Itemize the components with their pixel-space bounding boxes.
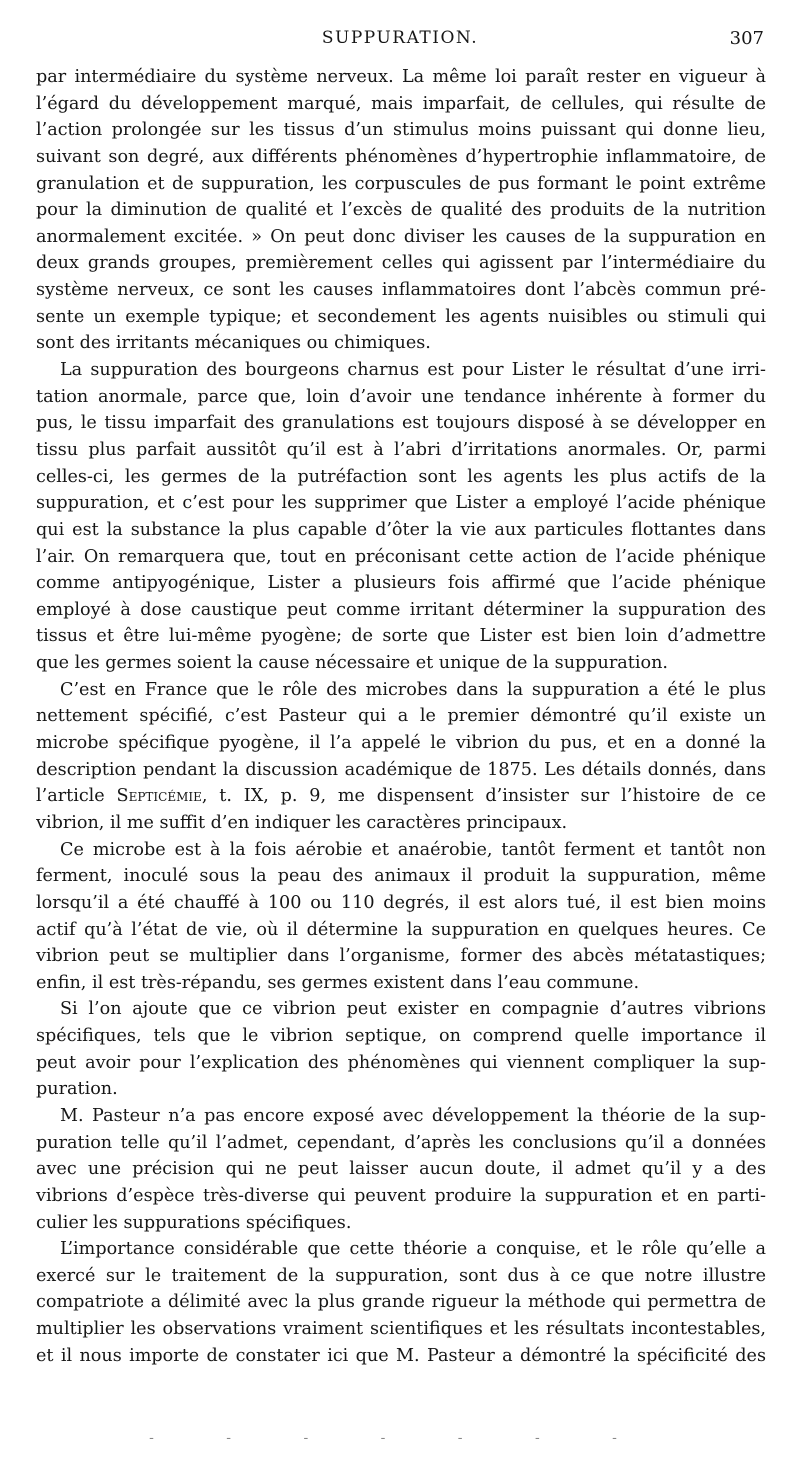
text-line: que les germes soient la cause nécessaire et unique de la suppuration. bbox=[36, 653, 668, 674]
paragraph bbox=[36, 677, 766, 837]
body-text bbox=[36, 64, 766, 1369]
paragraph bbox=[36, 1103, 766, 1236]
text-line: Ce microbe est à la fois aérobie et anaérobie, tantôt ferment et tantôt non bbox=[60, 839, 766, 860]
text-run: , t. IX, p. 9, me dispensent d’insister sur l’histoire de ce bbox=[201, 786, 766, 807]
text-line: vibrions d’espèce très-diverse qui peuvent produire la suppuration et en parti- bbox=[36, 1185, 766, 1206]
page-number: 307 bbox=[729, 28, 764, 49]
text-line: nettement spécifié, c’est Pasteur qui a le premier démontré qu’il existe un bbox=[36, 706, 766, 727]
text-line: exercé sur le traitement de la suppuration, sont dus à ce que notre illustre bbox=[36, 1265, 766, 1286]
text-line: l’action prolongée sur les tissus d’un stimulus moins puissant qui donne lieu, bbox=[36, 120, 766, 141]
text-line: et il nous importe de constater ici que M. Pasteur a démontré la spécificité des bbox=[36, 1345, 766, 1366]
text-line: M. Pasteur n’a pas encore exposé avec développement la théorie de la sup- bbox=[60, 1105, 766, 1126]
text-line: employé à dose caustique peut comme irritant déterminer la suppuration des bbox=[36, 599, 766, 620]
text-line: tissus et être lui-même pyogène; de sorte que Lister est bien loin d’admettre bbox=[36, 626, 766, 647]
text-line: celles-ci, les germes de la putréfaction sont les agents les plus actifs de la bbox=[36, 466, 766, 487]
text-line: ferment, inoculé sous la peau des animaux il produit la suppuration, même bbox=[36, 866, 766, 887]
paragraph bbox=[36, 837, 766, 997]
text-line: multiplier les observations vraiment scientifiques et les résultats incontestables, bbox=[36, 1319, 766, 1340]
text-line: anormalement excitée. » On peut donc diviser les causes de la suppuration en bbox=[36, 226, 766, 247]
text-line: culier les suppurations spécifiques. bbox=[36, 1212, 352, 1233]
text-line: pus, le tissu imparfait des granulations est toujours disposé à se développer en bbox=[36, 413, 766, 434]
text-line: spécifiques, tels que le vibrion septique, on comprend quelle importance il bbox=[36, 1026, 766, 1047]
text-line: puration telle qu’il l’admet, cependant, d’après les conclusions qu’il a données bbox=[36, 1132, 766, 1153]
text-line: qui est la substance la plus capable d’ôter la vie aux particules flottantes dans bbox=[36, 519, 766, 540]
cross-reference: Septicémie bbox=[116, 786, 202, 807]
text-line: deux grands groupes, premièrement celles qui agissent par l’intermédiaire du bbox=[36, 253, 766, 274]
text-line: système nerveux, ce sont les causes inflammatoires dont l’abcès commun pré- bbox=[36, 280, 766, 301]
text-line: puration. bbox=[36, 1079, 118, 1100]
text-line: comme antipyogénique, Lister a plusieurs fois affirmé que l’acide phénique bbox=[36, 573, 766, 594]
text-line: description pendant la discussion académique de 1875. Les détails donnés, dans bbox=[36, 759, 766, 780]
text-line: vibrion, il me suffit d’en indiquer les caractères principaux. bbox=[36, 812, 568, 833]
text-line: peut avoir pour l’explication des phénomènes qui viennent compliquer la sup- bbox=[36, 1052, 766, 1073]
text-line: suppuration, et c’est pour les supprimer que Lister a employé l’acide phénique bbox=[36, 493, 766, 514]
running-head bbox=[36, 28, 764, 52]
text-line: sente un exemple typique; et secondement les agents nuisibles ou stimuli qui bbox=[36, 306, 766, 327]
text-line: microbe spécifique pyogène, il l’a appelé le vibrion du pus, et en a donné la bbox=[36, 733, 766, 754]
text-line: par intermédiaire du système nerveux. La même loi paraît rester en vigueur à bbox=[36, 67, 766, 87]
paragraph bbox=[36, 357, 766, 677]
text-line: avec une précision qui ne peut laisser aucun doute, il admet qu’il y a des bbox=[36, 1159, 766, 1180]
text-line: actif qu’à l’état de vie, où il détermine la suppuration en quelques heures. Ce bbox=[36, 919, 766, 940]
paragraph bbox=[36, 64, 766, 357]
text-line: sont des irritants mécaniques ou chimiques. bbox=[36, 333, 431, 354]
running-title: SUPPURATION. bbox=[321, 28, 479, 48]
text-line bbox=[36, 783, 766, 810]
text-line: Si l’on ajoute que ce vibrion peut exister en compagnie d’autres vibrions bbox=[60, 999, 766, 1020]
text-line: enfin, il est très-répandu, ses germes existent dans l’eau commune. bbox=[36, 972, 640, 993]
text-line: C’est en France que le rôle des microbes dans la suppuration a été le plus bbox=[60, 679, 766, 700]
text-line: tissu plus parfait aussitôt qu’il est à l’abri d’irritations anormales. Or, parmi bbox=[36, 439, 766, 460]
scan-noise-marks: - - - - - - - bbox=[149, 1430, 651, 1446]
paragraph bbox=[36, 996, 766, 1103]
text-line: vibrion peut se multiplier dans l’organisme, former des abcès métatastiques; bbox=[36, 946, 766, 967]
text-run: l’article bbox=[36, 786, 117, 807]
text-line: L’importance considérable que cette théorie a conquise, et le rôle qu’elle a bbox=[60, 1239, 766, 1260]
text-line: pour la diminution de qualité et l’excès de qualité des produits de la nutrition bbox=[36, 200, 766, 221]
text-line: tation anormale, parce que, loin d’avoir une tendance inhérente à former du bbox=[36, 386, 766, 407]
text-line: compatriote a délimité avec la plus grande rigueur la méthode qui permettra de bbox=[36, 1292, 766, 1313]
text-line: La suppuration des bourgeons charnus est pour Lister le résultat d’une irri- bbox=[60, 360, 766, 381]
text-line: lorsqu’il a été chauffé à 100 ou 110 degrés, il est alors tué, il est bien moins bbox=[36, 892, 766, 913]
text-line: l’égard du développement marqué, mais imparfait, de cellules, qui résulte de bbox=[36, 93, 766, 114]
text-line: granulation et de suppuration, les corpuscules de pus formant le point extrême bbox=[36, 173, 766, 194]
paragraph bbox=[36, 1236, 766, 1369]
text-line: suivant son degré, aux différents phénomènes d’hypertrophie inflammatoire, de bbox=[36, 146, 766, 167]
text-line: l’air. On remarquera que, tout en préconisant cette action de l’acide phénique bbox=[36, 546, 766, 567]
